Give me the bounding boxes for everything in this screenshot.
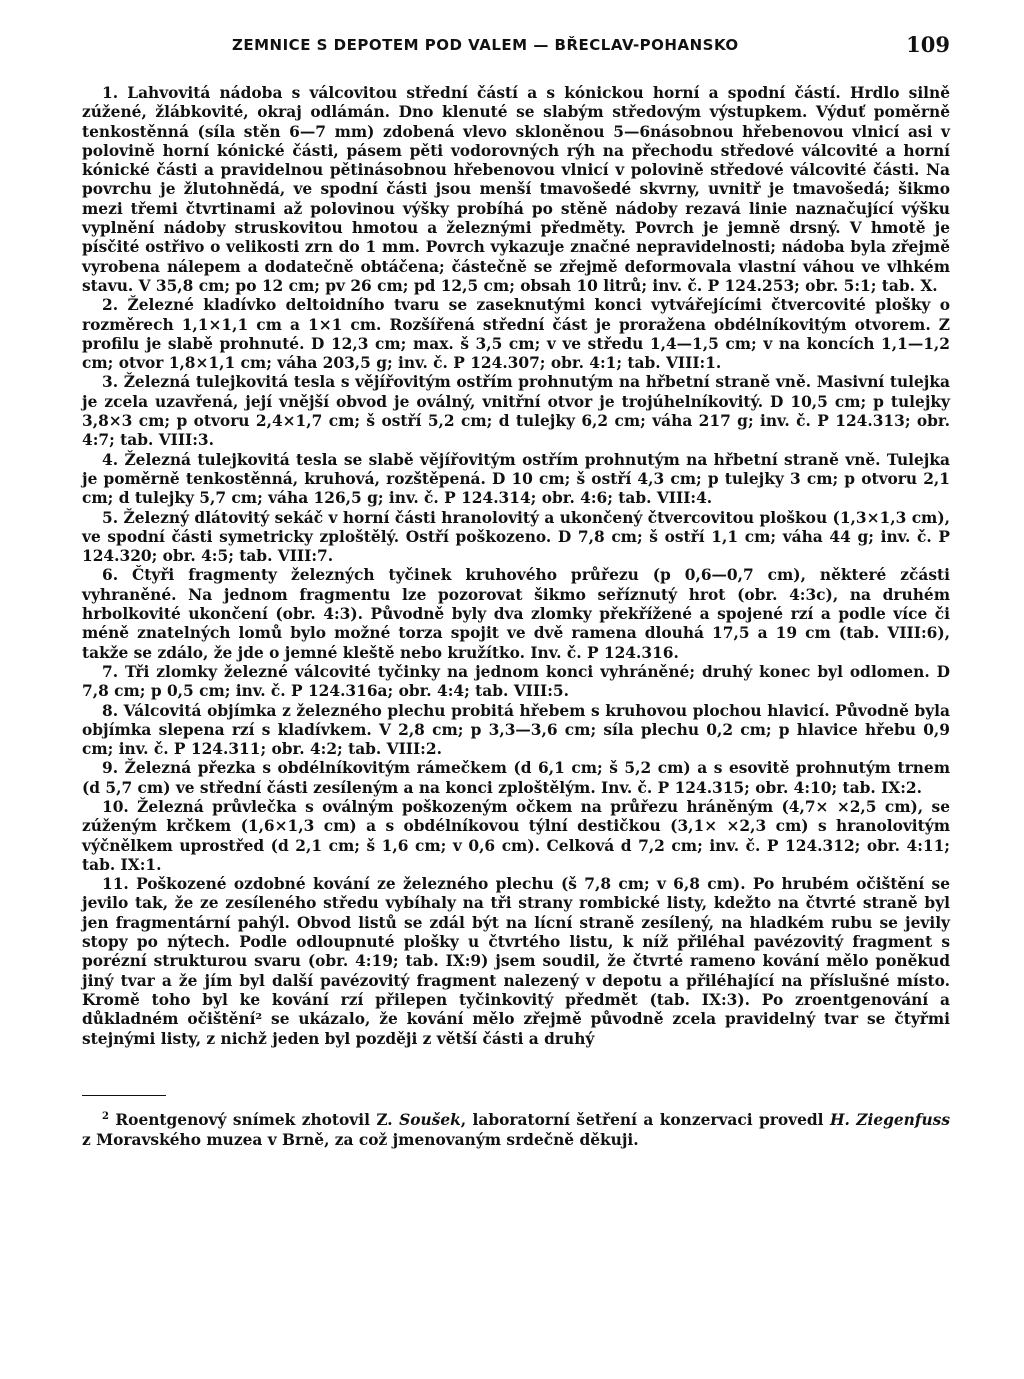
footnote-divider [82, 1095, 166, 1096]
catalog-entry: 10. Železná průvlečka s oválným poškozeným očkem na průřezu hráněným (4,7× ×2,5 cm), se zúženým krčkem (1,6×1,3 cm) a s obdélníkovou týlní destičkou (3,1× ×2,3 cm) s hranolovitým výčnělkem uprostřed (d 2,1 cm; š 1,6 cm; v 0,6 cm). Celková d 7,2 cm; inv. č. P 124.312; obr. 4:11; tab. IX:1. [82, 797, 950, 874]
footnote-text: z Moravského muzea v Brně, za což jmenovaným srdečně děkuji. [82, 1130, 639, 1149]
footnote-name: Soušek [399, 1110, 461, 1129]
footnote-mark: 2 [102, 1110, 109, 1122]
catalog-entry: 1. Lahvovitá nádoba s válcovitou střední částí a s kónickou horní a spodní částí. Hrdlo silně zúžené, žlábkovité, okraj odlámán. Dno klenuté se slabým středovým výstupkem. Výduť poměrně tenkostěnná (síla stěn 6—7 mm) zdobená vlevo skloněnou 5—6násobnou hřebenovou vlnicí asi v polovině horní kónické části, pásem pěti vodorovných rýh na přechodu středové válcovité a horní kónické části a pravidelnou pětinásobnou hřebenovou vlnicí v polovině středové válcovité části. Na povrchu je žlutohnědá, ve spodní části jsou menší tmavošedé skvrny, uvnitř je tmavošedá; šikmo mezi třemi čtvrtinami až polovinou výšky probíhá po stěně nádoby rezavá linie naznačující výšku vyplnění nádoby struskovitou hmotou a železnými předměty. Povrch je jemně drsný. V hmotě je písčité ostřivo o velikosti zrn do 1 mm. Povrch vykazuje značné nepravidelnosti; nádoba byla zřejmě vyrobena nálepem a dodatečně obtáčena; částečně se zřejmě deformovala vlastní váhou ve vlhkém stavu. V 35,8 cm; po 12 cm; pv 26 cm; pd 12,5 cm; obsah 10 litrů; inv. č. P 124.253; obr. 5:1; tab. X. [82, 84, 950, 295]
catalog-entry: 9. Železná přezka s obdélníkovitým rámečkem (d 6,1 cm; š 5,2 cm) a s esovitě prohnutým trnem (d 5,7 cm) ve střední části zesíleným a na konci zploštělým. Inv. č. P 124.315; obr. 4:10; tab. IX:2. [82, 759, 950, 797]
page-number: 109 [906, 32, 950, 57]
footnote-text: Roentgenový snímek zhotovil Z. [115, 1110, 400, 1129]
footnote-text: , laboratorní šetření a konzervaci provedl [460, 1110, 830, 1129]
page-header [82, 30, 950, 62]
catalog-entry: 5. Železný dlátovitý sekáč v horní části hranolovitý a ukončený čtvercovitou ploškou (1,3×1,3 cm), ve spodní části symetricky zploštělý. Ostří poškozeno. D 7,8 cm; š ostří 1,1 cm; váha 44 g; inv. č. P 124.320; obr. 4:5; tab. VIII:7. [82, 508, 950, 566]
catalog-entry: 4. Železná tulejkovitá tesla se slabě vějířovitým ostřím prohnutým na hřbetní straně vně. Tulejka je poměrně tenkostěnná, kruhová, rozštěpená. D 10 cm; š ostří 4,3 cm; p tulejky 3 cm; p otvoru 2,1 cm; d tulejky 5,7 cm; váha 126,5 g; inv. č. P 124.314; obr. 4:6; tab. VIII:4. [82, 450, 950, 508]
body-text [82, 84, 950, 1049]
catalog-entry: 2. Železné kladívko deltoidního tvaru se zaseknutými konci vytvářejícími čtvercovité plošky o rozměrech 1,1×1,1 cm a 1×1 cm. Rozšířená střední část je proražena obdélníkovitým otvorem. Z profilu je slabě prohnuté. D 12,3 cm; max. š 3,5 cm; v ve středu 1,4—1,5 cm; v na koncích 1,1—1,2 cm; otvor 1,8×1,1 cm; váha 203,5 g; inv. č. P 124.307; obr. 4:1; tab. VIII:1. [82, 296, 950, 373]
catalog-entry: 6. Čtyři fragmenty železných tyčinek kruhového průřezu (p 0,6—0,7 cm), některé zčásti vyhraněné. Na jednom fragmentu lze pozorovat šikmo seříznutý hrot (obr. 4:3c), na druhém hrbolkovité ukončení (obr. 4:3). Původně byly dva zlomky překřížené a spojené rzí a podle více či méně znatelných lomů bylo možné torza spojit ve dvě ramena dlouhá 17,5 a 19 cm (tab. VIII:6), takže se zdálo, že jde o jemné kleště nebo kružítko. Inv. č. P 124.316. [82, 566, 950, 662]
catalog-entry: 11. Poškozené ozdobné kování ze železného plechu (š 7,8 cm; v 6,8 cm). Po hrubém očištění se jevilo tak, že ze zesíleného středu vybíhaly na tři strany rombické listy, kdežto na čtvrté straně byl jen fragmentární pahýl. Obvod listů se zdál být na lícní straně zesílený, na hladkém rubu se jevily stopy po nýtech. Podle odloupnuté plošky u čtvrtého listu, k níž přiléhal pavézovitý fragment s porézní strukturou svaru (obr. 4:19; tab. IX:9) jsem soudil, že čtvrté rameno kování mělo poněkud jiný tvar a že jím byl další pavézovitý fragment nalezený v depotu a přiléhající na příslušné místo. Kromě toho byl ke kování rzí přilepen tyčinkovitý předmět (tab. IX:3). Po zroentgenování a důkladném očištění² se ukázalo, že kování mělo zřejmě původně zcela pravidelný tvar se čtyřmi stejnými listy, z nichž jeden byl později z větší části a druhý [82, 875, 950, 1048]
document-page [82, 30, 950, 1150]
catalog-entry: 3. Železná tulejkovitá tesla s vějířovitým ostřím prohnutým na hřbetní straně vně. Masivní tulejka je zcela uzavřená, její vnější obvod je oválný, vnitřní otvor je trojúhelníkovitý. D 10,5 cm; p tulejky 3,8×3 cm; p otvoru 2,4×1,7 cm; š ostří 5,2 cm; d tulejky 6,2 cm; váha 217 g; inv. č. P 124.313; obr. 4:7; tab. VIII:3. [82, 373, 950, 450]
footnote-name: H. Ziegenfuss [829, 1110, 951, 1129]
footnote [82, 1110, 950, 1150]
catalog-entry: 8. Válcovitá objímka z železného plechu probitá hřebem s kruhovou plochou hlavicí. Původně byla objímka slepena rzí s kladívkem. V 2,8 cm; p 3,3—3,6 cm; síla plechu 0,2 cm; p hlavice hřebu 0,9 cm; inv. č. P 124.311; obr. 4:2; tab. VIII:2. [82, 701, 950, 759]
catalog-entry: 7. Tři zlomky železné válcovité tyčinky na jednom konci vyhráněné; druhý konec byl odlomen. D 7,8 cm; p 0,5 cm; inv. č. P 124.316a; obr. 4:4; tab. VIII:5. [82, 662, 950, 701]
running-head: ZEMNICE S DEPOTEM POD VALEM — BŘECLAV-POHANSKO [232, 36, 739, 54]
